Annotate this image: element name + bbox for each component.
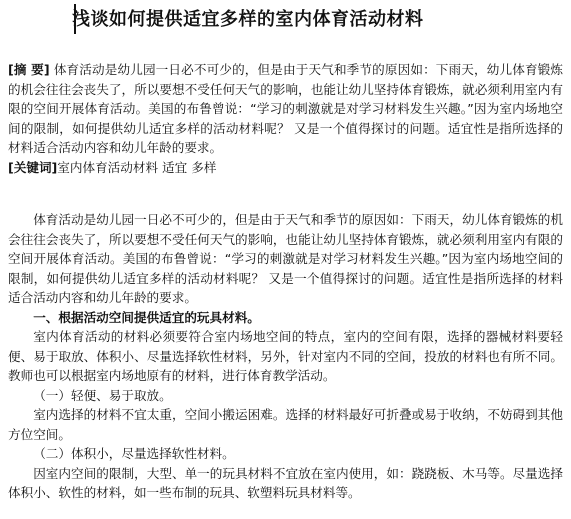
abstract-label: [摘 要]: [8, 62, 50, 77]
abstract-text: 体育活动是幼儿园一日必不可少的，但是由于天气和季节的原因如：下雨天，幼儿体育锻炼的机会往往会丧失了，所以要想不受任何天气的影响，也能让幼儿坚持体育锻炼，就必须利用室内有限的空间开展体育活动。美国的布鲁曾说：“学习的刺激就是对学习材料发生兴趣。”因为室内场地空间的限制，如何提供幼儿适宜多样的活动材料呢？ 又是一个值得探讨的问题。适宜性是指所选择的材料适合活动内容和幼儿年龄的要求。: [8, 62, 564, 155]
body-paragraph-intro: 体育活动是幼儿园一日必不可少的，但是由于天气和季节的原因如：下雨天，幼儿体育锻炼的机会往往会丧失了，所以要想不受任何天气的影响，也能让幼儿坚持体育锻炼，就必须利用室内有限的空间开展体育活动。美国的布鲁曾说：“学习的刺激就是对学习材料发生兴趣。”因为室内场地空间的限制，如何提供幼儿适宜多样的活动材料呢？ 又是一个值得探讨的问题。适宜性是指所选择的材料适合活动内容和幼儿年龄的要求。: [8, 212, 563, 305]
article-body: [8, 210, 563, 503]
keywords-section: [8, 158, 563, 178]
body-paragraph-small-soft: 因室内空间的限制，大型、单一的玩具材料不宜放在室内使用，如：跷跷板、木马等。尽量选择体积小、软性的材料，如一些布制的玩具、软塑料玩具材料等。: [8, 465, 563, 500]
subheading-small-soft: （二）体积小，尽量选择软性材料。: [33, 446, 235, 461]
article-title: 浅谈如何提供适宜多样的室内体育活动材料: [72, 9, 424, 30]
keywords-label: [关键词]: [8, 160, 58, 175]
abstract-section: [8, 60, 563, 158]
keywords-text: 室内体育活动材料 适宜 多样: [57, 160, 217, 175]
section-heading-1: 一、根据活动空间提供适宜的玩具材料。: [33, 309, 260, 325]
body-paragraph-lightweight: 室内选择的材料不宜太重，空间小搬运困难。选择的材料最好可折叠或易于收纳，不妨碍到其他方位空间。: [8, 407, 563, 442]
subheading-lightweight: （一）轻便、易于取放。: [33, 387, 172, 403]
body-paragraph-materials: 室内体育活动的材料必须要符合室内场地空间的特点，室内的空间有限，选择的器械材料要轻便、易于取放、体积小、尽量选择软性材料，另外，针对室内不同的空间，投放的材料也有所不同。教师也可以根据室内场地原有的材料，进行体育教学活动。: [8, 329, 563, 383]
